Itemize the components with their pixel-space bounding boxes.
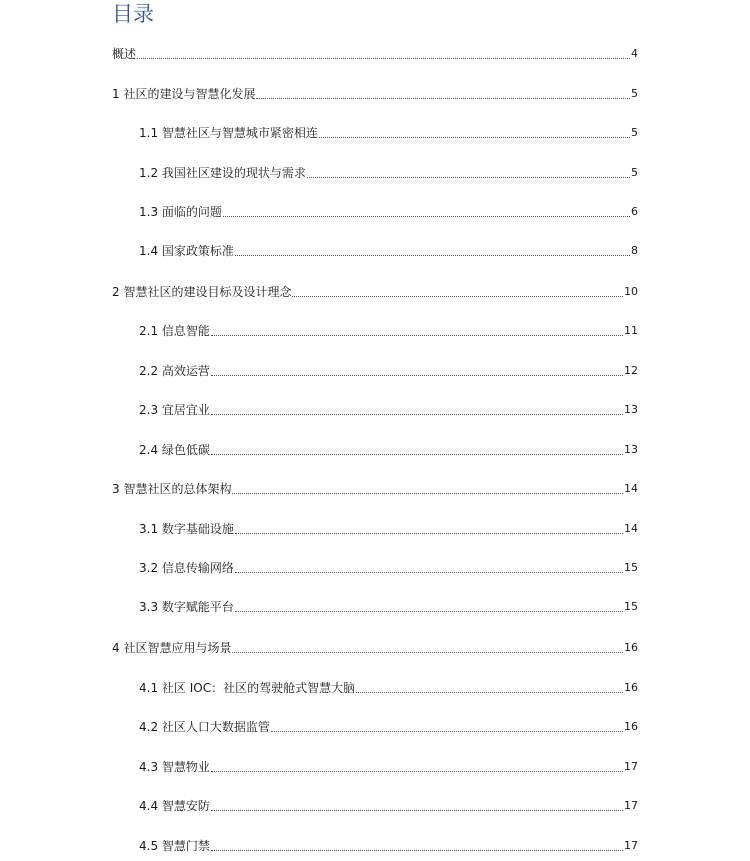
toc-entry-page: 14 bbox=[624, 482, 638, 495]
toc-entry-label: 3.1 数字基础设施 bbox=[139, 522, 234, 536]
toc-entry-4-5[interactable] bbox=[139, 836, 638, 854]
toc-entry-page: 17 bbox=[624, 839, 638, 852]
toc-leader-dots bbox=[211, 335, 623, 336]
toc-entry-label: 1 社区的建设与智慧化发展 bbox=[112, 87, 256, 101]
toc-leader-dots bbox=[211, 454, 623, 455]
toc-entry-label: 3.3 数字赋能平台 bbox=[139, 600, 234, 614]
toc-entry-page: 16 bbox=[624, 720, 638, 733]
toc-entry-4-2[interactable] bbox=[139, 717, 638, 735]
toc-entry-2-3[interactable] bbox=[139, 400, 638, 418]
toc-entry-label: 4.5 智慧门禁 bbox=[139, 839, 210, 853]
toc-entry-4[interactable] bbox=[112, 638, 638, 656]
toc-entry-page: 13 bbox=[624, 403, 638, 416]
toc-entry-page: 15 bbox=[624, 561, 638, 574]
toc-entry-label: 4 社区智慧应用与场景 bbox=[112, 641, 232, 655]
toc-entry-4-1[interactable] bbox=[139, 678, 638, 696]
toc-entry-label: 1.2 我国社区建设的现状与需求 bbox=[139, 166, 306, 180]
toc-entry-2-1[interactable] bbox=[139, 321, 638, 339]
toc-entry-1-4[interactable] bbox=[139, 241, 638, 259]
toc-entry-label: 2 智慧社区的建设目标及设计理念 bbox=[112, 285, 292, 299]
toc-entry-page: 12 bbox=[624, 364, 638, 377]
toc-entry-4-3[interactable] bbox=[139, 757, 638, 775]
toc-entry-label: 2.2 高效运营 bbox=[139, 364, 210, 378]
toc-entry-3-2[interactable] bbox=[139, 558, 638, 576]
toc-entry-page: 10 bbox=[624, 285, 638, 298]
toc-leader-dots bbox=[232, 652, 623, 653]
toc-entry-3-3[interactable] bbox=[139, 597, 638, 615]
toc-entry-4-4[interactable] bbox=[139, 796, 638, 814]
toc-entry-label: 1.4 国家政策标准 bbox=[139, 244, 234, 258]
toc-leader-dots bbox=[211, 771, 623, 772]
toc-entry-label: 3 智慧社区的总体架构 bbox=[112, 482, 232, 496]
toc-entry-label: 1.1 智慧社区与智慧城市紧密相连 bbox=[139, 126, 318, 140]
toc-leader-dots bbox=[307, 177, 630, 178]
toc-leader-dots bbox=[235, 611, 623, 612]
toc-entry-label: 1.3 面临的问题 bbox=[139, 205, 222, 219]
toc-leader-dots bbox=[235, 533, 623, 534]
toc-entry-page: 16 bbox=[624, 641, 638, 654]
toc-leader-dots bbox=[235, 255, 630, 256]
toc-entry-page: 11 bbox=[624, 324, 638, 337]
toc-entry-page: 5 bbox=[631, 126, 638, 139]
toc-entry-label: 2.3 宜居宜业 bbox=[139, 403, 210, 417]
toc-leader-dots bbox=[211, 850, 623, 851]
toc-leader-dots bbox=[235, 572, 623, 573]
toc-entry-page: 16 bbox=[624, 681, 638, 694]
toc-leader-dots bbox=[319, 137, 630, 138]
toc-entry-1-3[interactable] bbox=[139, 202, 638, 220]
toc-entry-label: 4.4 智慧安防 bbox=[139, 799, 210, 813]
toc-title: 目录 bbox=[112, 2, 154, 26]
toc-entry-page: 17 bbox=[624, 760, 638, 773]
toc-entry-page: 5 bbox=[631, 87, 638, 100]
toc-leader-dots bbox=[211, 414, 623, 415]
toc-entry-page: 13 bbox=[624, 443, 638, 456]
toc-entry-page: 14 bbox=[624, 522, 638, 535]
toc-leader-dots bbox=[232, 493, 623, 494]
toc-entry-page: 4 bbox=[631, 47, 638, 60]
toc-entry-overview[interactable] bbox=[112, 44, 638, 62]
toc-entry-1[interactable] bbox=[112, 84, 638, 102]
toc-leader-dots bbox=[137, 58, 630, 59]
toc-entry-label: 4.3 智慧物业 bbox=[139, 760, 210, 774]
toc-entry-2-4[interactable] bbox=[139, 440, 638, 458]
toc-entry-1-2[interactable] bbox=[139, 163, 638, 181]
toc-leader-dots bbox=[356, 692, 623, 693]
toc-leader-dots bbox=[223, 216, 630, 217]
toc-entry-label: 3.2 信息传输网络 bbox=[139, 561, 234, 575]
toc-leader-dots bbox=[292, 296, 623, 297]
toc-leader-dots bbox=[211, 375, 623, 376]
toc-leader-dots bbox=[256, 98, 630, 99]
toc-entry-label: 4.2 社区人口大数据监管 bbox=[139, 720, 270, 734]
toc-entry-label: 2.4 绿色低碳 bbox=[139, 443, 210, 457]
toc-entry-3-1[interactable] bbox=[139, 519, 638, 537]
toc-entry-label: 4.1 社区 IOC：社区的驾驶舱式智慧大脑 bbox=[139, 681, 356, 695]
toc-entry-2-2[interactable] bbox=[139, 361, 638, 379]
toc-entry-label: 概述 bbox=[112, 47, 137, 61]
toc-entry-3[interactable] bbox=[112, 479, 638, 497]
toc-entry-page: 5 bbox=[631, 166, 638, 179]
toc-entry-label: 2.1 信息智能 bbox=[139, 324, 210, 338]
toc-leader-dots bbox=[211, 810, 623, 811]
toc-leader-dots bbox=[271, 731, 623, 732]
toc-entry-page: 6 bbox=[631, 205, 638, 218]
toc-entry-page: 15 bbox=[624, 600, 638, 613]
toc-entry-2[interactable] bbox=[112, 282, 638, 300]
toc-entry-page: 8 bbox=[631, 244, 638, 257]
toc-entry-1-1[interactable] bbox=[139, 123, 638, 141]
toc-entry-page: 17 bbox=[624, 799, 638, 812]
